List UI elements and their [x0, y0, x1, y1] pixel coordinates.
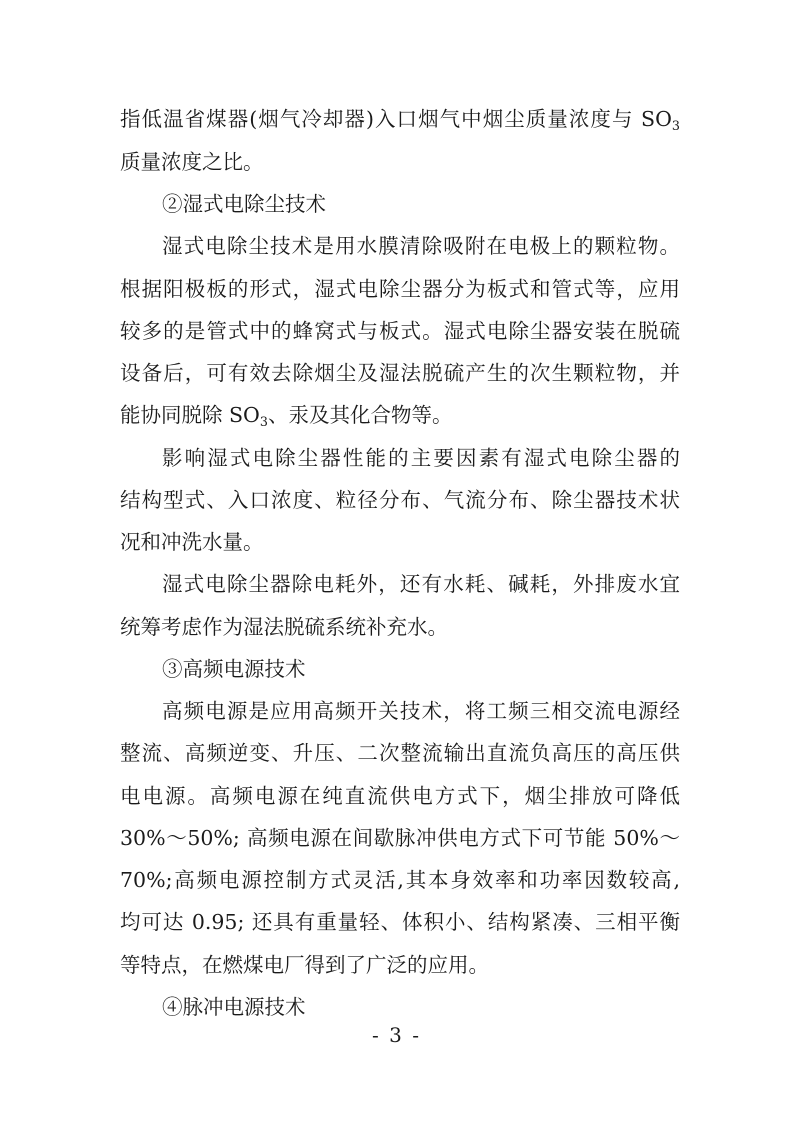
text-line: 根据阳极板的形式，湿式电除尘器分为板式和管式等，应用: [120, 277, 680, 301]
section-heading: ②湿式电除尘技术: [162, 192, 326, 216]
text-line: 影响湿式电除尘器性能的主要因素有湿式电除尘器的: [162, 446, 680, 470]
text-line: 70%;高频电源控制方式灵活,其本身效率和功率因数较高,: [120, 868, 680, 892]
text-line: 30%～50%; 高频电源在间歇脉冲供电方式下可节能 50%～: [120, 826, 680, 850]
text-line: 结构型式、入口浓度、粒径分布、气流分布、除尘器技术状: [120, 488, 680, 512]
text-line: 指低温省煤器(烟气冷却器)入口烟气中烟尘质量浓度与 $SO_3$: [120, 107, 680, 133]
text-line: 设备后，可有效去除烟尘及湿法脱硫产生的次生颗粒物，并: [120, 361, 680, 385]
text-line: 湿式电除尘器除电耗外，还有水耗、碱耗，外排废水宜: [162, 572, 680, 596]
text-line: 况和冲洗水量。: [120, 530, 264, 554]
section-heading: ④脉冲电源技术: [162, 995, 306, 1019]
text-line: 等特点，在燃煤电厂得到了广泛的应用。: [120, 953, 489, 977]
text-line: 高频电源是应用高频开关技术，将工频三相交流电源经: [162, 699, 680, 723]
section-heading: ③高频电源技术: [162, 657, 306, 681]
text-line: 整流、高频逆变、升压、二次整流输出直流负高压的高压供: [120, 741, 680, 765]
text-line: 较多的是管式中的蜂窝式与板式。湿式电除尘器安装在脱硫: [120, 319, 680, 343]
text-line: 质量浓度之比。: [120, 150, 264, 174]
text-line: 电电源。高频电源在纯直流供电方式下，烟尘排放可降低: [120, 784, 680, 808]
text-line: 均可达 0.95; 还具有重量轻、体积小、结构紧凑、三相平衡: [120, 910, 680, 934]
text-line: 能协同脱除 $SO_3$、汞及其化合物等。: [120, 403, 453, 429]
text-line: 湿式电除尘技术是用水膜清除吸附在电极上的颗粒物。: [162, 234, 680, 258]
text-line: 统筹考虑作为湿法脱硫系统补充水。: [120, 615, 448, 639]
page-number: - 3 -: [372, 1023, 421, 1047]
